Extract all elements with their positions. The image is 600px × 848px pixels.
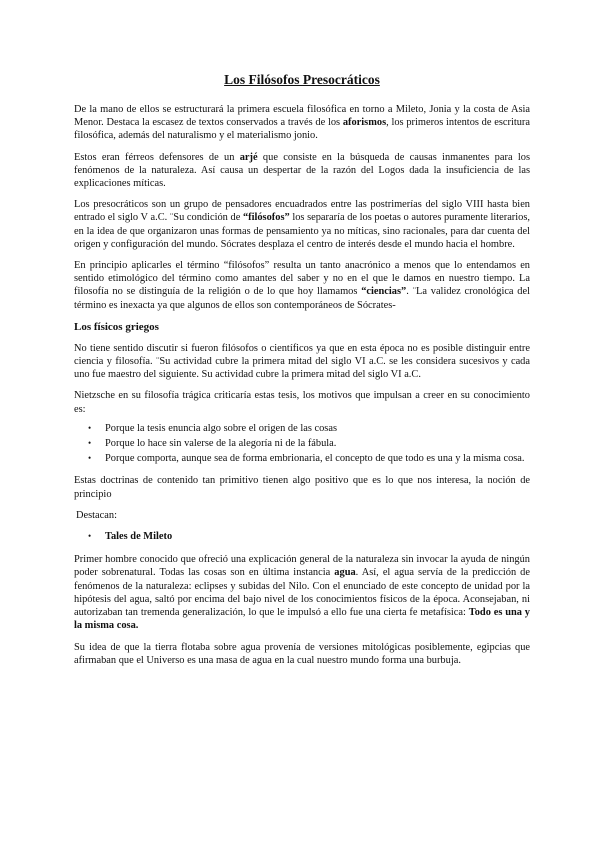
bold-term-arje: arjé <box>239 151 258 163</box>
paragraph-presocraticos: Los presocráticos son un grupo de pensadores encuadrados entre las postrimerías del siglo VIII hasta bien entrado el siglo V a.C. ¨Su condición de “filósofos” los separaría de los poetas o autores puramente literarios, en la idea de que organizaron unas formas de pensamiento ya no míticas, sino racionales, para dar cuenta del origen y configuración del mundo. Sócrates desplaza el centro de interés desde el mundo hacia el hombre. <box>74 199 530 250</box>
bullet-icon: • <box>88 422 92 433</box>
list-item: • Porque lo hace sin valerse de la alegoría ni de la fábula. <box>88 438 337 450</box>
paragraph-doctrinas: Estas doctrinas de contenido tan primitivo tienen algo positivo que es lo que nos interesa, la noción de principio <box>74 475 530 500</box>
paragraph-nietzsche: Nietzsche en su filosofía trágica criticaría estas tesis, los motivos que impulsan a creer en su conocimiento es: <box>74 390 530 415</box>
section-heading-fisicos: Los físicos griegos <box>74 320 159 333</box>
document-title: Los Filósofos Presocráticos <box>224 72 380 87</box>
paragraph-arje: Estos eran férreos defensores de un arjé que consiste en la búsqueda de causas inmanentes para los fenómenos de la naturaleza. Así causa un despertar de la razón del Logos dada la insuficiencia de las explicaciones míticas. <box>74 151 530 190</box>
subheading-tales: • Tales de Mileto <box>88 531 173 543</box>
bold-term-ciencias: “ciencias” <box>361 286 407 298</box>
bullet-list-motivos <box>74 422 530 466</box>
document-body <box>74 72 530 675</box>
bullet-icon: • <box>88 438 92 449</box>
paragraph-intro: De la mano de ellos se estructurará la primera escuela filosófica en torno a Mileto, Jonia y la costa de Asia Menor. Destaca la escasez de textos conservados a través de los aforismos, los primeros intentos de escritura filosófica, además del naturalismo y el materialismo jonio. <box>74 104 531 142</box>
paragraph-tales: Primer hombre conocido que ofreció una explicación general de la naturaleza sin invocar la ayuda de ningún poder sobrenatural. Todas las cosas son en última instancia agua. Así, el agua servía de la predicción de fenómenos de la naturaleza: eclipses y subidas del Nilo. Con el enunciado de este concepto de unidad por la hipótesis del agua, saltó por encima del bajo nivel de los conocimientos físicos de la época. Aconsejaban, ni autorizaban tan tremenda generalización, lo que le impulsó a ello fue una cierta fe metafísica: Todo es una y la misma cosa. <box>74 554 531 632</box>
paragraph-destacan: Destacan: <box>76 509 117 521</box>
bullet-icon: • <box>88 453 92 464</box>
list-item: • Porque comporta, aunque sea de forma embrionaria, el concepto de que todo es una y la misma cosa. <box>88 453 525 465</box>
paragraph-fisicos: No tiene sentido discutir si fueron filósofos o científicos ya que en esta época no es posible distinguir entre ciencia y filosofía. ¨Su actividad cubre la primera mitad del siglo VI a.C. se les considera sucesivos y cada uno fue maestro del siguiente. Su actividad cubre la primera mitad del siglo VI a.C. <box>74 342 530 381</box>
bold-term-agua: agua <box>334 567 356 579</box>
paragraph-tierra-flotaba: Su idea de que la tierra flotaba sobre agua provenía de versiones mitológicas posiblemente, egipcias que afirmaban que el Universo es una masa de agua en la cual nuestro mundo forma una burbuja. <box>74 641 530 666</box>
list-item: • Porque la tesis enuncia algo sobre el origen de las cosas <box>88 422 337 434</box>
bullet-icon: • <box>88 531 92 542</box>
paragraph-anacronico: En principio aplicarles el término “filósofos” resulta un tanto anacrónico a menos que lo entendamos en sentido etimológico del término como amantes del saber y no en el que le damos en nuestro tiempo. La filosofía no se distinguía de la religión o de lo que hoy llamamos “ciencias”. ¨La validez cronológica del término es inexacta ya que algunos de ellos son contemporáneos de Sócrates- <box>74 260 530 311</box>
bold-term-aforismos: aforismos <box>342 117 387 129</box>
bold-phrase-todo-es-uno: Todo es una y la misma cosa. <box>74 607 531 632</box>
bold-term-filosofos: “filósofos” <box>242 212 290 224</box>
